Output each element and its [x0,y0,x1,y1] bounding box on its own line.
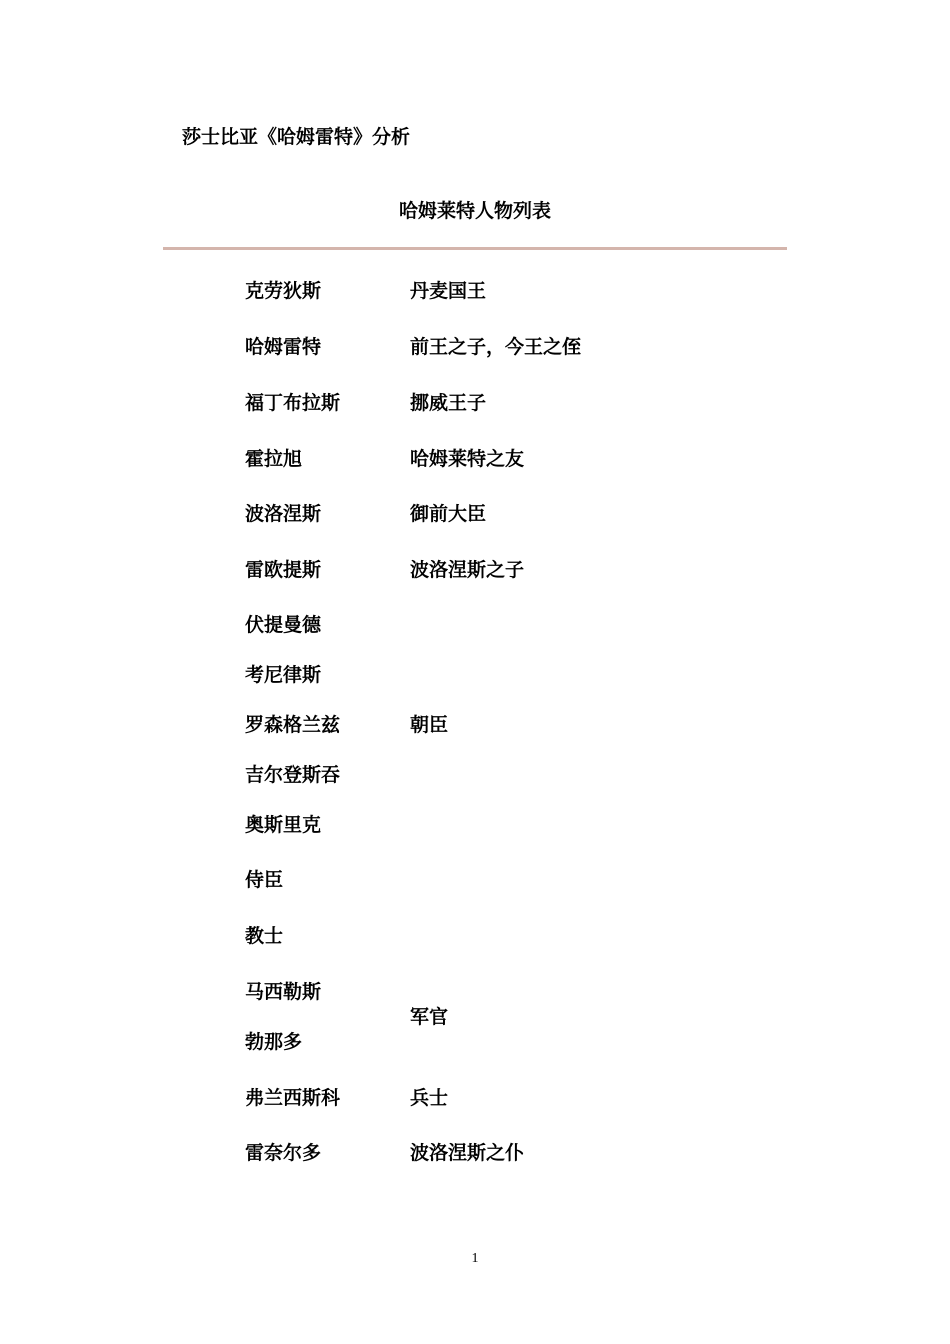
character-name: 雷欧提斯 [245,559,322,581]
character-name: 马西勒斯 [245,981,322,1003]
character-name: 霍拉旭 [245,448,303,470]
character-name: 奥斯里克 [245,814,322,836]
character-name: 哈姆雷特 [245,336,322,358]
character-role: 波洛涅斯之子 [410,559,525,581]
heading-divider [163,247,787,250]
character-role: 朝臣 [410,714,449,736]
character-role: 哈姆莱特之友 [410,448,525,470]
document-title: 莎士比亚《哈姆雷特》分析 [182,126,411,148]
character-name: 侍臣 [245,869,284,891]
character-name: 伏提曼德 [245,614,322,636]
character-name: 教士 [245,925,284,947]
character-role: 挪威王子 [410,392,487,414]
character-list-heading: 哈姆莱特人物列表 [398,200,551,222]
character-role: 波洛涅斯之仆 [410,1142,525,1164]
character-name: 波洛涅斯 [245,503,322,525]
character-name: 克劳狄斯 [245,280,322,302]
character-role: 军官 [410,1006,449,1028]
character-name: 勃那多 [245,1031,303,1053]
character-role: 丹麦国王 [410,280,487,302]
character-role: 御前大臣 [410,503,487,525]
character-name: 弗兰西斯科 [245,1087,341,1109]
character-role: 前王之子，今王之侄 [410,336,582,358]
character-name: 考尼律斯 [245,664,322,686]
character-name: 雷奈尔多 [245,1142,322,1164]
page-number: 1 [471,1251,479,1266]
character-name: 罗森格兰兹 [245,714,341,736]
character-role: 兵士 [410,1087,449,1109]
character-name: 福丁布拉斯 [245,392,341,414]
character-name: 吉尔登斯吞 [245,764,341,786]
